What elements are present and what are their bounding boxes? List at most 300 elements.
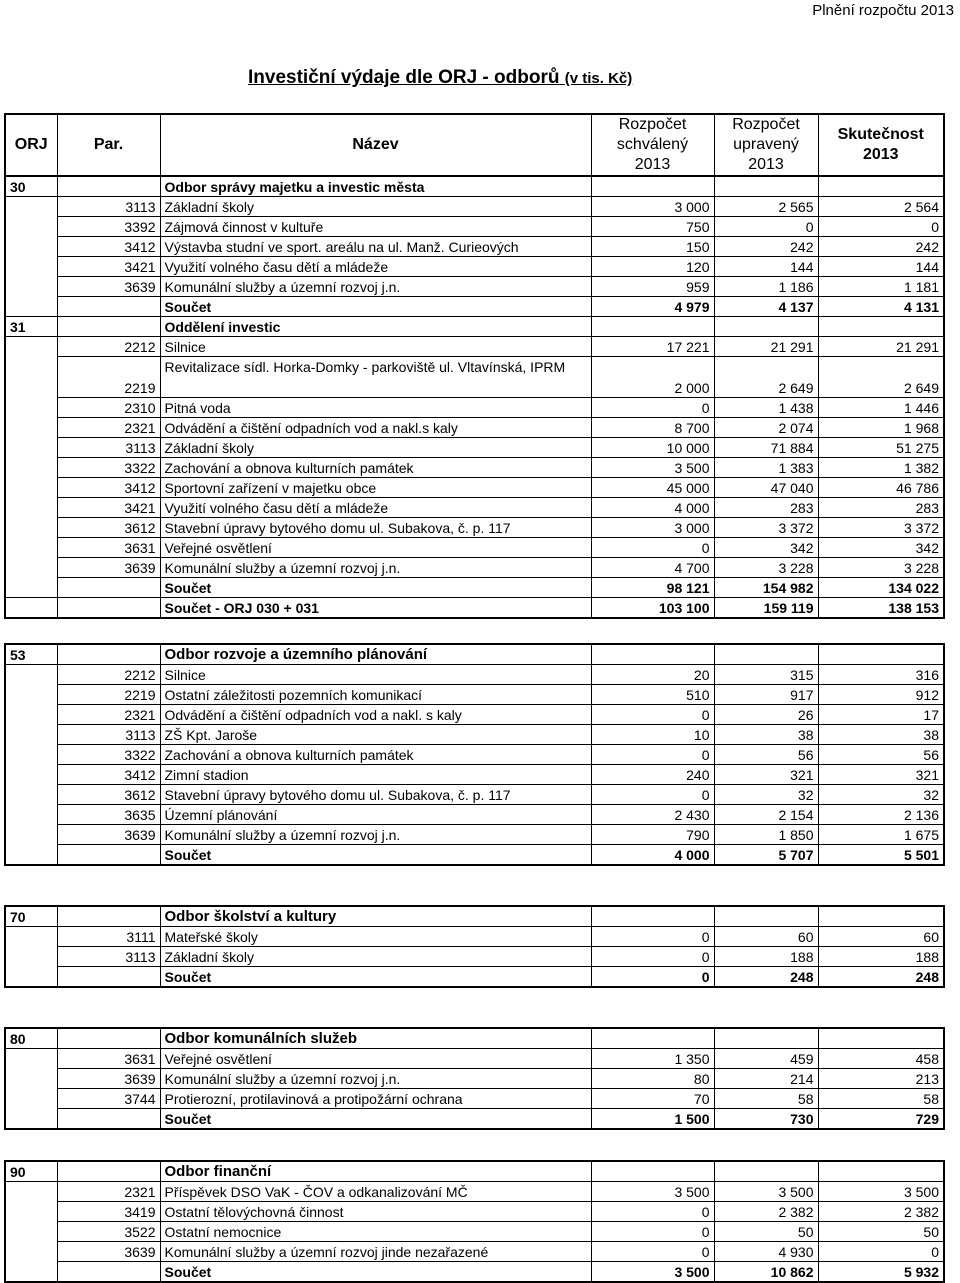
row-actual: 912 (818, 685, 944, 705)
total-par (57, 598, 160, 619)
total-orj (5, 598, 57, 619)
row-paragraph: 2321 (57, 705, 160, 725)
budget-table (4, 113, 945, 619)
row-orj (5, 398, 57, 418)
section-empty (818, 1161, 944, 1182)
section-empty (818, 644, 944, 665)
row-actual: 1 968 (818, 418, 944, 438)
row-approved: 10 000 (591, 438, 714, 458)
row-name: Zájmová činnost v kultuře (160, 217, 591, 237)
row-orj (5, 1242, 57, 1262)
row-paragraph: 3111 (57, 927, 160, 947)
total-approved: 1 500 (591, 1109, 714, 1130)
row-orj (5, 825, 57, 845)
row-actual: 38 (818, 725, 944, 745)
row-adjusted: 144 (714, 257, 818, 277)
document-title (248, 67, 632, 89)
table-row (5, 1182, 944, 1202)
row-paragraph: 3412 (57, 478, 160, 498)
row-name: Příspěvek DSO VaK - ČOV a odkanalizování MČ (160, 1182, 591, 1202)
row-approved: 959 (591, 277, 714, 297)
section-par (57, 1028, 160, 1049)
row-orj (5, 438, 57, 458)
row-paragraph: 2212 (57, 337, 160, 357)
row-adjusted: 47 040 (714, 478, 818, 498)
row-approved: 150 (591, 237, 714, 257)
row-paragraph: 3612 (57, 785, 160, 805)
table-row (5, 1049, 944, 1069)
section-name: Odbor správy majetku a investic města (160, 176, 591, 197)
row-paragraph: 3639 (57, 825, 160, 845)
row-approved: 2 000 (591, 357, 714, 398)
row-actual: 321 (818, 765, 944, 785)
total-approved: 103 100 (591, 598, 714, 619)
section-par (57, 644, 160, 665)
row-adjusted: 60 (714, 927, 818, 947)
total-actual: 134 022 (818, 578, 944, 598)
total-approved: 4 979 (591, 297, 714, 317)
row-orj (5, 277, 57, 297)
row-paragraph: 2321 (57, 1182, 160, 1202)
row-approved: 3 000 (591, 197, 714, 217)
row-name: Ostatní nemocnice (160, 1222, 591, 1242)
total-row (5, 845, 944, 866)
row-orj (5, 458, 57, 478)
row-orj (5, 1222, 57, 1242)
table-row (5, 665, 944, 685)
table-row (5, 1222, 944, 1242)
row-name: Využití volného času dětí a mládeže (160, 257, 591, 277)
row-orj (5, 1069, 57, 1089)
row-approved: 510 (591, 685, 714, 705)
row-approved: 0 (591, 745, 714, 765)
row-actual: 3 500 (818, 1182, 944, 1202)
table-row (5, 518, 944, 538)
row-paragraph: 3412 (57, 237, 160, 257)
row-approved: 4 700 (591, 558, 714, 578)
table-row (5, 1242, 944, 1262)
total-label: Součet (160, 578, 591, 598)
row-adjusted: 188 (714, 947, 818, 967)
row-orj (5, 217, 57, 237)
row-actual: 3 372 (818, 518, 944, 538)
table-row (5, 785, 944, 805)
row-approved: 0 (591, 398, 714, 418)
row-orj (5, 518, 57, 538)
section-empty (714, 906, 818, 927)
row-actual: 1 181 (818, 277, 944, 297)
row-orj (5, 805, 57, 825)
row-paragraph: 3522 (57, 1222, 160, 1242)
row-approved: 3 500 (591, 1182, 714, 1202)
row-orj (5, 257, 57, 277)
section-empty (818, 1028, 944, 1049)
section-name: Odbor školství a kultury (160, 906, 591, 927)
row-paragraph: 3392 (57, 217, 160, 237)
row-adjusted: 2 649 (714, 357, 818, 398)
section-empty (591, 906, 714, 927)
grand-total-row (5, 598, 944, 619)
row-actual: 458 (818, 1049, 944, 1069)
row-name: Protierozní, protilavinová a protipožární ochrana (160, 1089, 591, 1109)
row-adjusted: 50 (714, 1222, 818, 1242)
row-approved: 240 (591, 765, 714, 785)
section-name: Odbor rozvoje a územního plánování (160, 644, 591, 665)
row-approved: 3 500 (591, 458, 714, 478)
row-adjusted: 459 (714, 1049, 818, 1069)
row-actual: 50 (818, 1222, 944, 1242)
row-approved: 45 000 (591, 478, 714, 498)
row-name: Mateřské školy (160, 927, 591, 947)
row-paragraph: 3639 (57, 1242, 160, 1262)
row-approved: 750 (591, 217, 714, 237)
row-adjusted: 1 850 (714, 825, 818, 845)
row-paragraph: 3412 (57, 765, 160, 785)
total-orj (5, 1109, 57, 1130)
row-approved: 20 (591, 665, 714, 685)
row-approved: 0 (591, 927, 714, 947)
table-row (5, 357, 944, 398)
total-approved: 98 121 (591, 578, 714, 598)
row-name: Komunální služby a územní rozvoj jinde nezařazené (160, 1242, 591, 1262)
row-paragraph: 3631 (57, 1049, 160, 1069)
section-orj: 80 (5, 1028, 57, 1049)
table-row (5, 257, 944, 277)
row-actual: 144 (818, 257, 944, 277)
table-row (5, 538, 944, 558)
total-actual: 4 131 (818, 297, 944, 317)
row-actual: 213 (818, 1069, 944, 1089)
table-row (5, 825, 944, 845)
row-approved: 8 700 (591, 418, 714, 438)
row-approved: 0 (591, 785, 714, 805)
row-actual: 21 291 (818, 337, 944, 357)
row-adjusted: 242 (714, 237, 818, 257)
page-header: Plnění rozpočtu 2013 (812, 2, 954, 19)
total-label: Součet (160, 1262, 591, 1283)
row-actual: 2 649 (818, 357, 944, 398)
row-name: Pitná voda (160, 398, 591, 418)
row-name: Komunální služby a územní rozvoj j.n. (160, 558, 591, 578)
total-orj (5, 845, 57, 866)
row-name: Odvádění a čištění odpadních vod a nakl. s kaly (160, 705, 591, 725)
row-orj (5, 478, 57, 498)
row-orj (5, 665, 57, 685)
section-name: Odbor finanční (160, 1161, 591, 1182)
row-adjusted: 58 (714, 1089, 818, 1109)
table-row (5, 398, 944, 418)
row-adjusted: 21 291 (714, 337, 818, 357)
row-paragraph: 3113 (57, 197, 160, 217)
row-name: Ostatní záležitosti pozemních komunikací (160, 685, 591, 705)
table-row (5, 237, 944, 257)
row-paragraph: 3639 (57, 558, 160, 578)
section-empty (714, 317, 818, 337)
row-actual: 58 (818, 1089, 944, 1109)
row-actual: 1 675 (818, 825, 944, 845)
section-header (5, 317, 944, 337)
total-orj (5, 967, 57, 988)
row-paragraph: 3113 (57, 947, 160, 967)
row-paragraph: 3635 (57, 805, 160, 825)
row-adjusted: 3 228 (714, 558, 818, 578)
row-approved: 10 (591, 725, 714, 745)
row-adjusted: 56 (714, 745, 818, 765)
section-orj: 31 (5, 317, 57, 337)
row-paragraph: 2321 (57, 418, 160, 438)
row-actual: 0 (818, 217, 944, 237)
total-par (57, 297, 160, 317)
section-header (5, 1161, 944, 1182)
row-actual: 3 228 (818, 558, 944, 578)
section-empty (591, 1161, 714, 1182)
table-row (5, 498, 944, 518)
title-text: Investiční výdaje dle ORJ - odborů (248, 67, 560, 88)
total-actual: 138 153 (818, 598, 944, 619)
row-orj (5, 765, 57, 785)
total-adjusted: 10 862 (714, 1262, 818, 1283)
table-row (5, 1089, 944, 1109)
row-orj (5, 725, 57, 745)
row-orj (5, 1202, 57, 1222)
row-adjusted: 0 (714, 217, 818, 237)
row-orj (5, 498, 57, 518)
row-orj (5, 1182, 57, 1202)
total-row (5, 1109, 944, 1130)
row-name: Odvádění a čištění odpadních vod a nakl.s kaly (160, 418, 591, 438)
table-row (5, 947, 944, 967)
row-orj (5, 197, 57, 217)
total-approved: 3 500 (591, 1262, 714, 1283)
section-orj: 90 (5, 1161, 57, 1182)
row-adjusted: 26 (714, 705, 818, 725)
row-actual: 316 (818, 665, 944, 685)
row-approved: 17 221 (591, 337, 714, 357)
section-empty (591, 317, 714, 337)
row-name: Silnice (160, 337, 591, 357)
total-row (5, 297, 944, 317)
table-row (5, 337, 944, 357)
row-approved: 0 (591, 705, 714, 725)
total-adjusted: 4 137 (714, 297, 818, 317)
total-adjusted: 154 982 (714, 578, 818, 598)
row-orj (5, 237, 57, 257)
row-actual: 46 786 (818, 478, 944, 498)
total-par (57, 1262, 160, 1283)
total-par (57, 1109, 160, 1130)
total-orj (5, 578, 57, 598)
section-empty (818, 176, 944, 197)
row-orj (5, 685, 57, 705)
row-approved: 80 (591, 1069, 714, 1089)
section-header (5, 644, 944, 665)
col-header-par: Par. (57, 114, 160, 176)
col-header-approved: Rozpočet schválený 2013 (591, 114, 714, 176)
total-approved: 4 000 (591, 845, 714, 866)
row-name: Komunální služby a územní rozvoj j.n. (160, 1069, 591, 1089)
total-row (5, 578, 944, 598)
header-row (5, 114, 944, 176)
row-name: Sportovní zařízení v majetku obce (160, 478, 591, 498)
table-row (5, 418, 944, 438)
total-actual: 729 (818, 1109, 944, 1130)
row-name: Stavební úpravy bytového domu ul. Subakova, č. p. 117 (160, 785, 591, 805)
row-paragraph: 3322 (57, 745, 160, 765)
total-adjusted: 730 (714, 1109, 818, 1130)
row-paragraph: 3419 (57, 1202, 160, 1222)
row-paragraph: 2219 (57, 685, 160, 705)
total-label: Součet - ORJ 030 + 031 (160, 598, 591, 619)
row-orj (5, 947, 57, 967)
section-header (5, 906, 944, 927)
section-name: Odbor komunálních služeb (160, 1028, 591, 1049)
row-adjusted: 2 074 (714, 418, 818, 438)
total-label: Součet (160, 297, 591, 317)
row-name: Výstavba studní ve sport. areálu na ul. Manž. Curieových (160, 237, 591, 257)
col-header-adjusted: Rozpočet upravený 2013 (714, 114, 818, 176)
row-actual: 342 (818, 538, 944, 558)
table-row (5, 558, 944, 578)
row-adjusted: 2 382 (714, 1202, 818, 1222)
row-paragraph: 3322 (57, 458, 160, 478)
row-name: Územní plánování (160, 805, 591, 825)
row-orj (5, 337, 57, 357)
table-row (5, 725, 944, 745)
total-adjusted: 5 707 (714, 845, 818, 866)
row-approved: 0 (591, 1242, 714, 1262)
row-paragraph: 3631 (57, 538, 160, 558)
row-orj (5, 1089, 57, 1109)
row-actual: 60 (818, 927, 944, 947)
row-actual: 1 382 (818, 458, 944, 478)
row-orj (5, 785, 57, 805)
row-adjusted: 71 884 (714, 438, 818, 458)
budget-table (4, 643, 945, 866)
row-orj (5, 538, 57, 558)
row-name: Komunální služby a územní rozvoj j.n. (160, 277, 591, 297)
row-name: Zachování a obnova kulturních památek (160, 458, 591, 478)
section-empty (818, 906, 944, 927)
row-actual: 2 136 (818, 805, 944, 825)
table-row (5, 197, 944, 217)
section-empty (714, 1161, 818, 1182)
row-paragraph: 3421 (57, 498, 160, 518)
row-adjusted: 321 (714, 765, 818, 785)
section-empty (714, 644, 818, 665)
table-row (5, 478, 944, 498)
row-orj (5, 357, 57, 398)
row-orj (5, 558, 57, 578)
row-actual: 56 (818, 745, 944, 765)
table-row (5, 805, 944, 825)
row-paragraph: 3639 (57, 277, 160, 297)
row-actual: 1 446 (818, 398, 944, 418)
section-empty (714, 1028, 818, 1049)
budget-table (4, 1027, 945, 1130)
total-actual: 248 (818, 967, 944, 988)
row-name: Základní školy (160, 197, 591, 217)
col-header-actual: Skutečnost 2013 (818, 114, 944, 176)
row-adjusted: 214 (714, 1069, 818, 1089)
section-orj: 53 (5, 644, 57, 665)
section-orj: 70 (5, 906, 57, 927)
table-row (5, 458, 944, 478)
row-adjusted: 917 (714, 685, 818, 705)
total-row (5, 1262, 944, 1283)
total-row (5, 967, 944, 988)
row-orj (5, 705, 57, 725)
table-row (5, 685, 944, 705)
row-orj (5, 927, 57, 947)
total-actual: 5 501 (818, 845, 944, 866)
total-adjusted: 159 119 (714, 598, 818, 619)
table-row (5, 745, 944, 765)
row-name: ZŠ Kpt. Jaroše (160, 725, 591, 745)
total-label: Součet (160, 1109, 591, 1130)
row-approved: 2 430 (591, 805, 714, 825)
row-paragraph: 3113 (57, 438, 160, 458)
row-paragraph: 3612 (57, 518, 160, 538)
row-actual: 2 564 (818, 197, 944, 217)
row-adjusted: 1 186 (714, 277, 818, 297)
row-actual: 2 382 (818, 1202, 944, 1222)
section-empty (591, 1028, 714, 1049)
section-empty (714, 176, 818, 197)
row-actual: 51 275 (818, 438, 944, 458)
row-approved: 70 (591, 1089, 714, 1109)
row-adjusted: 315 (714, 665, 818, 685)
row-adjusted: 342 (714, 538, 818, 558)
section-empty (591, 176, 714, 197)
total-par (57, 578, 160, 598)
row-name: Veřejné osvětlení (160, 538, 591, 558)
row-paragraph: 3639 (57, 1069, 160, 1089)
total-orj (5, 1262, 57, 1283)
total-adjusted: 248 (714, 967, 818, 988)
row-paragraph: 2219 (57, 357, 160, 398)
row-name: Veřejné osvětlení (160, 1049, 591, 1069)
row-name: Ostatní tělovýchovná činnost (160, 1202, 591, 1222)
row-adjusted: 38 (714, 725, 818, 745)
row-adjusted: 1 438 (714, 398, 818, 418)
row-paragraph: 2310 (57, 398, 160, 418)
section-header (5, 1028, 944, 1049)
row-adjusted: 1 383 (714, 458, 818, 478)
total-approved: 0 (591, 967, 714, 988)
row-name: Zimní stadion (160, 765, 591, 785)
row-approved: 790 (591, 825, 714, 845)
section-header (5, 176, 944, 197)
row-paragraph: 3113 (57, 725, 160, 745)
row-approved: 3 000 (591, 518, 714, 538)
row-adjusted: 2 154 (714, 805, 818, 825)
row-name: Základní školy (160, 438, 591, 458)
row-name: Revitalizace sídl. Horka-Domky - parkoviště ul. Vltavínská, IPRM (160, 357, 591, 398)
row-paragraph: 3421 (57, 257, 160, 277)
row-adjusted: 2 565 (714, 197, 818, 217)
table-row (5, 765, 944, 785)
title-unit: (v tis. Kč) (564, 70, 633, 87)
section-orj: 30 (5, 176, 57, 197)
row-approved: 0 (591, 538, 714, 558)
row-name: Komunální služby a územní rozvoj j.n. (160, 825, 591, 845)
row-approved: 120 (591, 257, 714, 277)
total-label: Součet (160, 845, 591, 866)
row-adjusted: 32 (714, 785, 818, 805)
table-row (5, 705, 944, 725)
row-approved: 0 (591, 1202, 714, 1222)
row-orj (5, 1049, 57, 1069)
